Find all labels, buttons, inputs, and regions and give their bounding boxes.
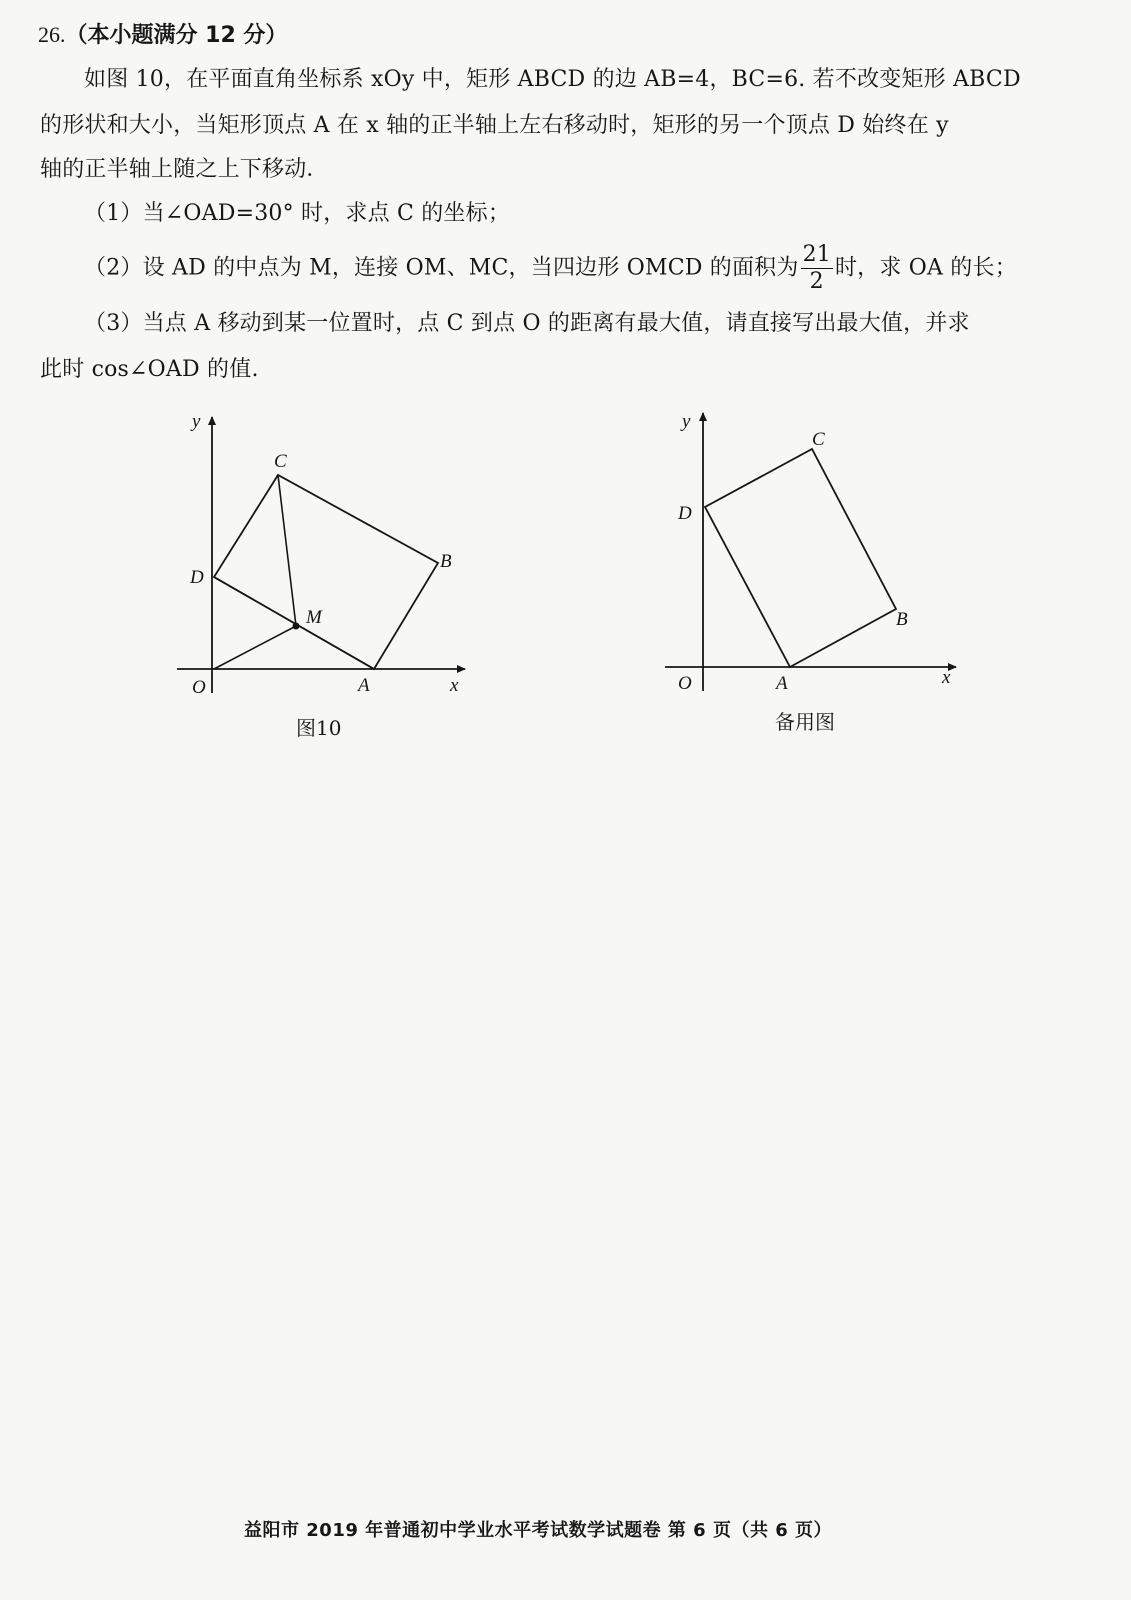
question-number: 26. xyxy=(38,22,66,47)
point-m-dot xyxy=(293,623,300,630)
figure-10-caption: 图10 xyxy=(296,716,342,740)
problem-line-3: 轴的正半轴上随之上下移动． xyxy=(40,157,329,182)
problem-line-1: 如图 10，在平面直角坐标系 xOy 中，矩形 ABCD 的边 AB=4，BC=6. 若不改变矩形 ABCD xyxy=(84,67,1021,92)
part-2 xyxy=(84,244,1017,293)
label-y: y xyxy=(682,411,691,432)
part-1: （1）当∠OAD=30° 时，求点 C 的坐标； xyxy=(84,201,511,226)
label-a: A xyxy=(358,675,370,696)
segment-mc xyxy=(278,475,296,626)
label-a: A xyxy=(776,673,788,694)
rectangle-abcd xyxy=(214,475,438,669)
part-3-line-2: 此时 cos∠OAD 的值. xyxy=(40,357,259,382)
label-c: C xyxy=(274,451,287,472)
label-b: B xyxy=(440,551,452,572)
label-c: C xyxy=(812,429,825,450)
fraction-numerator: 21 xyxy=(802,242,831,267)
backup-figure xyxy=(660,405,970,705)
figure-10 xyxy=(172,405,472,705)
score-note: （本小题满分 12 分） xyxy=(65,23,288,48)
segment-om xyxy=(214,626,296,669)
label-b: B xyxy=(896,609,908,630)
label-o: O xyxy=(678,673,692,694)
problem-line-2: 的形状和大小，当矩形顶点 A 在 x 轴的正半轴上左右移动时，矩形的另一个顶点 D 始终在 y xyxy=(40,113,949,138)
label-o: O xyxy=(192,677,206,698)
part-2-text-before: （2）设 AD 的中点为 M，连接 OM、MC，当四边形 OMCD 的面积为 xyxy=(84,255,799,281)
part-2-text-after: 时，求 OA 的长； xyxy=(834,255,1017,281)
label-d: D xyxy=(190,567,204,588)
label-y: y xyxy=(192,411,201,432)
page-footer: 益阳市 2019 年普通初中学业水平考试数学试题卷 第 6 页（共 6 页） xyxy=(244,1520,833,1541)
part-3-line-1: （3）当点 A 移动到某一位置时，点 C 到点 O 的距离有最大值，请直接写出最大值，并求 xyxy=(84,311,970,336)
label-d: D xyxy=(678,503,692,524)
backup-figure-caption: 备用图 xyxy=(775,710,835,734)
label-m: M xyxy=(306,607,322,628)
fraction-21-over-2 xyxy=(801,244,833,293)
label-x: x xyxy=(450,675,459,696)
rectangle-abcd xyxy=(705,449,896,667)
label-x: x xyxy=(942,667,951,688)
segment-da xyxy=(214,577,374,669)
question-header xyxy=(38,18,287,49)
fraction-denominator: 2 xyxy=(809,269,824,294)
